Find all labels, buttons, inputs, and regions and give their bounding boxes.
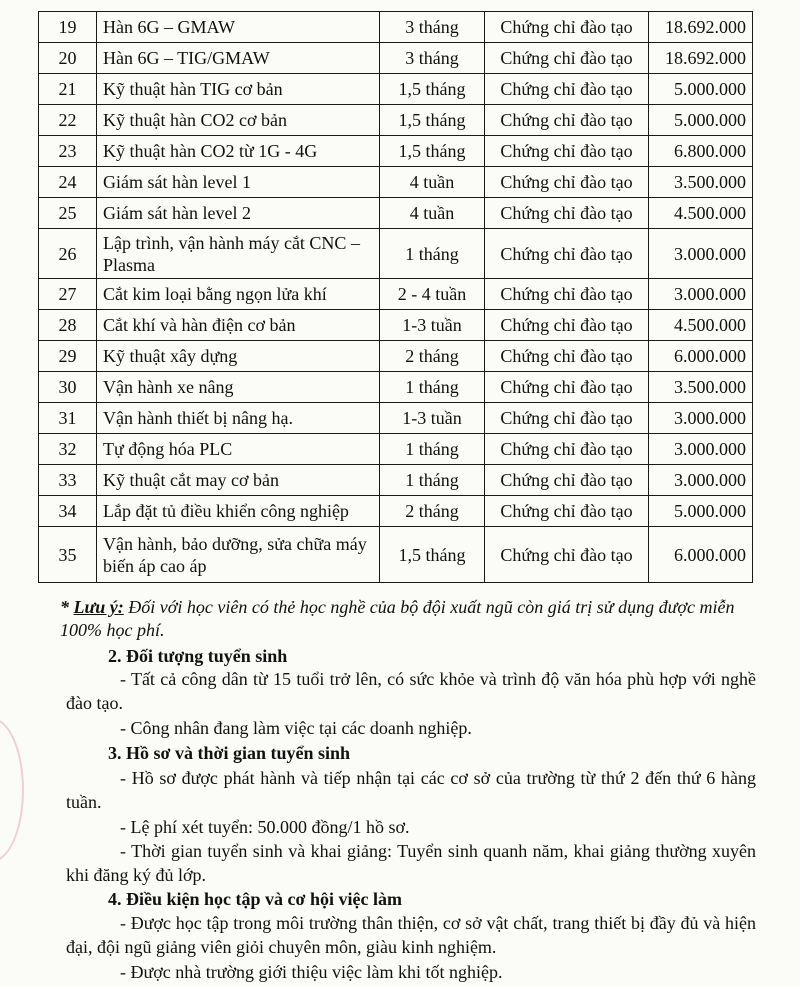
table-row [39, 527, 753, 583]
row-number: 24 [39, 167, 97, 198]
course-fee: 3.000.000 [649, 465, 753, 496]
course-certificate: Chứng chỉ đào tạo [485, 527, 649, 583]
course-fee: 3.500.000 [649, 167, 753, 198]
course-name: Cắt khí và hàn điện cơ bản [97, 310, 380, 341]
table-row [39, 12, 753, 43]
course-name: Hàn 6G – TIG/GMAW [97, 43, 380, 74]
row-number: 19 [39, 12, 97, 43]
course-name: Kỹ thuật hàn CO2 cơ bản [97, 105, 380, 136]
course-duration: 2 - 4 tuần [380, 279, 485, 310]
table-row [39, 403, 753, 434]
row-number: 35 [39, 527, 97, 583]
course-certificate: Chứng chỉ đào tạo [485, 198, 649, 229]
course-fee: 4.500.000 [649, 310, 753, 341]
table-row [39, 105, 753, 136]
row-number: 23 [39, 136, 97, 167]
course-name: Vận hành xe nâng [97, 372, 380, 403]
course-duration: 1 tháng [380, 465, 485, 496]
course-fee: 5.000.000 [649, 105, 753, 136]
course-name: Vận hành, bảo dưỡng, sửa chữa máy biến áp cao áp [97, 527, 380, 583]
course-fee: 6.800.000 [649, 136, 753, 167]
course-duration: 2 tháng [380, 341, 485, 372]
table-row [39, 279, 753, 310]
course-certificate: Chứng chỉ đào tạo [485, 310, 649, 341]
row-number: 34 [39, 496, 97, 527]
row-number: 31 [39, 403, 97, 434]
course-certificate: Chứng chỉ đào tạo [485, 372, 649, 403]
course-duration: 1-3 tuần [380, 403, 485, 434]
note-text: Đối với học viên có thẻ học nghề của bộ đội xuất ngũ còn giá trị sử dụng được miễn 100% học phí. [60, 597, 735, 640]
course-certificate: Chứng chỉ đào tạo [485, 434, 649, 465]
row-number: 27 [39, 279, 97, 310]
section-heading: 4. Điều kiện học tập và cơ hội việc làm [108, 889, 402, 909]
course-fee: 3.500.000 [649, 372, 753, 403]
row-number: 30 [39, 372, 97, 403]
course-name: Giám sát hàn level 1 [97, 167, 380, 198]
course-fee: 5.000.000 [649, 74, 753, 105]
row-number: 28 [39, 310, 97, 341]
course-name: Kỹ thuật hàn TIG cơ bản [97, 74, 380, 105]
course-duration: 1,5 tháng [380, 136, 485, 167]
table-row [39, 496, 753, 527]
paragraph: - Được nhà trường giới thiệu việc làm khi tốt nghiệp. [120, 962, 503, 982]
course-fee-table [38, 11, 753, 583]
row-number: 32 [39, 434, 97, 465]
row-number: 21 [39, 74, 97, 105]
table-row [39, 74, 753, 105]
course-certificate: Chứng chỉ đào tạo [485, 43, 649, 74]
course-duration: 2 tháng [380, 496, 485, 527]
course-duration: 1 tháng [380, 229, 485, 279]
course-fee: 3.000.000 [649, 403, 753, 434]
section-heading: 2. Đối tượng tuyển sinh [108, 646, 288, 666]
course-certificate: Chứng chỉ đào tạo [485, 496, 649, 527]
table-row [39, 341, 753, 372]
course-name: Hàn 6G – GMAW [97, 12, 380, 43]
row-number: 22 [39, 105, 97, 136]
row-number: 33 [39, 465, 97, 496]
course-certificate: Chứng chỉ đào tạo [485, 403, 649, 434]
table-row [39, 310, 753, 341]
course-fee: 5.000.000 [649, 496, 753, 527]
course-fee: 3.000.000 [649, 434, 753, 465]
paragraph: - Tất cả công dân từ 15 tuổi trở lên, có sức khỏe và trình độ văn hóa phù hợp với nghề đào tạo. [66, 669, 756, 713]
course-fee: 18.692.000 [649, 12, 753, 43]
table-row [39, 136, 753, 167]
table-row [39, 372, 753, 403]
course-name: Giám sát hàn level 2 [97, 198, 380, 229]
course-certificate: Chứng chỉ đào tạo [485, 12, 649, 43]
course-name: Kỹ thuật cắt may cơ bản [97, 465, 380, 496]
paragraph: - Công nhân đang làm việc tại các doanh nghiệp. [120, 718, 472, 738]
course-name: Lập trình, vận hành máy cắt CNC – Plasma [97, 229, 380, 279]
row-number: 26 [39, 229, 97, 279]
fee-note [60, 596, 760, 642]
course-certificate: Chứng chỉ đào tạo [485, 105, 649, 136]
course-fee: 6.000.000 [649, 341, 753, 372]
course-certificate: Chứng chỉ đào tạo [485, 279, 649, 310]
course-duration: 3 tháng [380, 12, 485, 43]
table-row [39, 229, 753, 279]
paragraph: - Được học tập trong môi trường thân thiện, cơ sở vật chất, trang thiết bị đầy đủ và hiện đại, đội ngũ giảng viên giỏi chuyên môn, giàu kinh nghiệm. [66, 913, 756, 957]
course-name: Tự động hóa PLC [97, 434, 380, 465]
paragraph: - Lệ phí xét tuyển: 50.000 đồng/1 hồ sơ. [120, 817, 410, 837]
course-certificate: Chứng chỉ đào tạo [485, 341, 649, 372]
course-certificate: Chứng chỉ đào tạo [485, 229, 649, 279]
course-certificate: Chứng chỉ đào tạo [485, 74, 649, 105]
table-row [39, 167, 753, 198]
course-name: Kỹ thuật hàn CO2 từ 1G - 4G [97, 136, 380, 167]
section-heading: 3. Hồ sơ và thời gian tuyển sinh [108, 743, 350, 763]
paragraph: - Hồ sơ được phát hành và tiếp nhận tại các cơ sở của trường từ thứ 2 đến thứ 6 hàng tuần. [66, 768, 756, 812]
table-row [39, 434, 753, 465]
course-duration: 1,5 tháng [380, 74, 485, 105]
course-duration: 1,5 tháng [380, 527, 485, 583]
course-duration: 1,5 tháng [380, 105, 485, 136]
table-row [39, 465, 753, 496]
course-name: Cắt kim loại bằng ngọn lửa khí [97, 279, 380, 310]
seal-stamp [0, 718, 24, 862]
course-name: Kỹ thuật xây dựng [97, 341, 380, 372]
course-fee: 3.000.000 [649, 279, 753, 310]
table-row [39, 43, 753, 74]
course-name: Lắp đặt tủ điều khiển công nghiệp [97, 496, 380, 527]
course-duration: 4 tuần [380, 167, 485, 198]
note-label: Lưu ý: [73, 597, 124, 617]
course-fee: 3.000.000 [649, 229, 753, 279]
course-fee: 6.000.000 [649, 527, 753, 583]
course-duration: 1-3 tuần [380, 310, 485, 341]
course-fee: 4.500.000 [649, 198, 753, 229]
course-duration: 1 tháng [380, 434, 485, 465]
course-duration: 3 tháng [380, 43, 485, 74]
course-certificate: Chứng chỉ đào tạo [485, 465, 649, 496]
course-duration: 4 tuần [380, 198, 485, 229]
course-fee: 18.692.000 [649, 43, 753, 74]
table-row [39, 198, 753, 229]
course-certificate: Chứng chỉ đào tạo [485, 167, 649, 198]
row-number: 29 [39, 341, 97, 372]
note-star: * [60, 597, 69, 617]
course-duration: 1 tháng [380, 372, 485, 403]
course-certificate: Chứng chỉ đào tạo [485, 136, 649, 167]
paragraph: - Thời gian tuyển sinh và khai giảng: Tuyển sinh quanh năm, khai giảng thường xuyên khi đăng ký đủ lớp. [66, 841, 756, 885]
row-number: 25 [39, 198, 97, 229]
course-name: Vận hành thiết bị nâng hạ. [97, 403, 380, 434]
row-number: 20 [39, 43, 97, 74]
